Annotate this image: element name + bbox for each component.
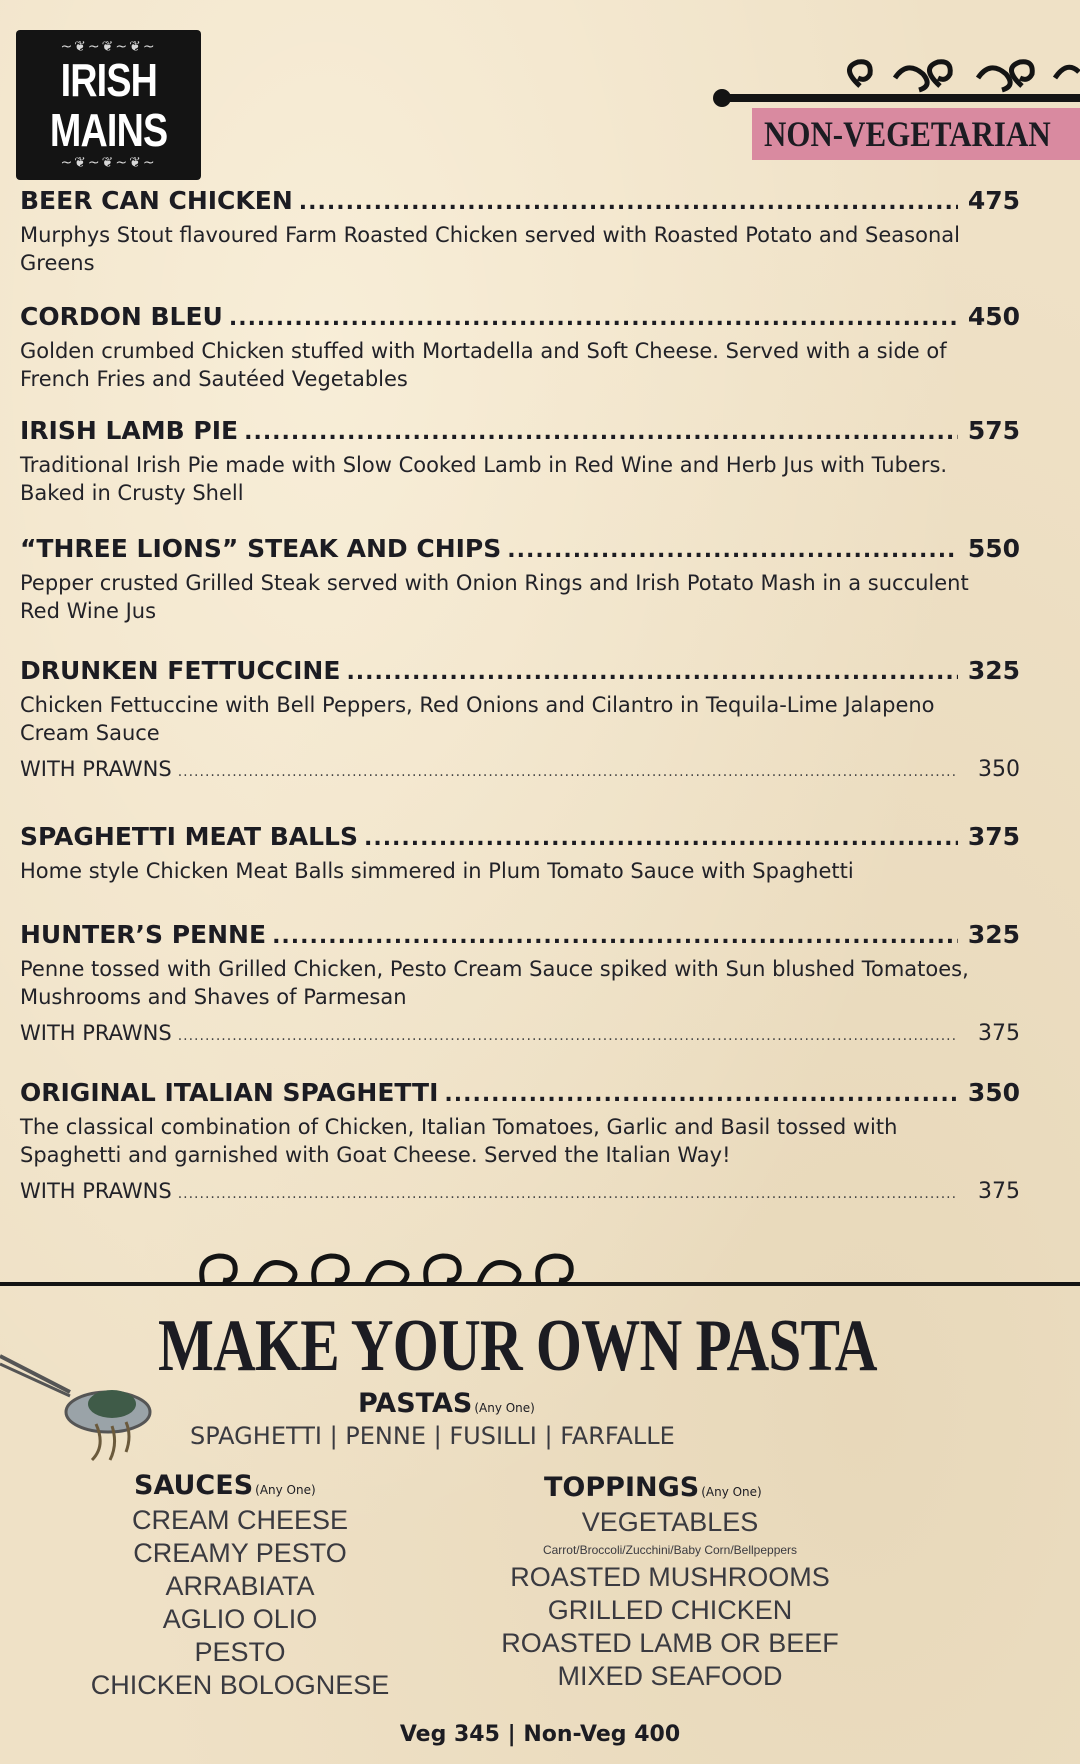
item-price: 375 xyxy=(967,822,1020,851)
menu-item xyxy=(20,416,1020,507)
title-line-1: IRISH xyxy=(60,54,157,106)
variant-price: 350 xyxy=(978,757,1020,782)
dot-leader xyxy=(178,1186,958,1202)
price-separator: | xyxy=(507,1722,516,1747)
menu-item xyxy=(20,920,1020,1046)
item-name: “THREE LIONS” STEAK AND CHIPS xyxy=(20,534,502,563)
item-description: Golden crumbed Chicken stuffed with Mortadella and Soft Cheese. Served with a side of French Fries and Sautéed Vegetables xyxy=(20,339,947,391)
item-description: The classical combination of Chicken, Italian Tomatoes, Garlic and Basil tossed with Spaghetti and garnished with Goat Cheese. Served the Italian Way! xyxy=(20,1115,898,1167)
item-name: HUNTER’S PENNE xyxy=(20,920,267,949)
sauce-option: AGLIO OLIO xyxy=(162,1604,318,1634)
dot-leader xyxy=(178,764,958,780)
section-divider xyxy=(0,1282,1080,1286)
variant-price: 375 xyxy=(978,1021,1020,1046)
item-price: 475 xyxy=(967,186,1020,215)
sauce-option: ARRABIATA xyxy=(165,1571,315,1601)
pastas-label: PASTAS xyxy=(358,1388,473,1419)
item-variant xyxy=(20,1179,1020,1204)
sauce-option: CREAMY PESTO xyxy=(133,1538,347,1568)
sauce-option: CHICKEN BOLOGNESE xyxy=(90,1670,390,1700)
variant-name: WITH PRAWNS xyxy=(20,1179,172,1203)
dot-leader xyxy=(178,1028,958,1044)
item-variant xyxy=(20,1021,1020,1046)
menu-item xyxy=(20,822,1020,885)
item-name: IRISH LAMB PIE xyxy=(20,416,239,445)
toppings-list xyxy=(460,1506,880,1693)
menu-item xyxy=(20,534,1020,625)
item-price: 350 xyxy=(967,1078,1020,1107)
item-price: 450 xyxy=(967,302,1020,331)
item-price: 325 xyxy=(967,920,1020,949)
topping-option: ROASTED LAMB OR BEEF xyxy=(501,1628,839,1658)
sauce-option: PESTO xyxy=(194,1637,286,1667)
sauces-heading xyxy=(134,1470,316,1501)
pasta-section-title: MAKE YOUR OWN PASTA xyxy=(158,1305,877,1387)
pasta-pricing xyxy=(0,1722,1080,1747)
veg-label: Veg xyxy=(399,1722,447,1747)
item-description: Penne tossed with Grilled Chicken, Pesto Cream Sauce spiked with Sun blushed Tomatoes, Mushrooms and Shaves of Parmesan xyxy=(20,957,969,1009)
menu-item xyxy=(20,656,1020,782)
item-price: 550 xyxy=(967,534,1020,563)
pasta-options: SPAGHETTI | PENNE | FUSILLI | FARFALLE xyxy=(190,1422,675,1450)
menu-item xyxy=(20,302,1020,393)
topping-option: MIXED SEAFOOD xyxy=(557,1661,783,1691)
item-name: CORDON BLEU xyxy=(20,302,223,331)
ornament-bottom: ~❦~❦~❦~ xyxy=(60,155,157,171)
veg-price: 345 xyxy=(454,1722,500,1747)
toppings-note: (Any One) xyxy=(701,1485,762,1499)
dot-leader xyxy=(444,1082,958,1107)
sauces-label: SAUCES xyxy=(134,1470,254,1501)
menu-item xyxy=(20,1078,1020,1204)
item-description: Chicken Fettuccine with Bell Peppers, Red Onions and Cilantro in Tequila-Lime Jalapeno Cream Sauce xyxy=(20,693,935,745)
item-description: Traditional Irish Pie made with Slow Cooked Lamb in Red Wine and Herb Jus with Tubers. Baked in Crusty Shell xyxy=(20,453,948,505)
item-name: BEER CAN CHICKEN xyxy=(20,186,293,215)
topping-option: VEGETABLES xyxy=(581,1507,759,1537)
dot-leader xyxy=(272,924,958,949)
nonveg-label: Non-Veg xyxy=(523,1722,627,1747)
pastas-note: (Any One) xyxy=(474,1401,535,1415)
dot-leader xyxy=(299,190,958,215)
category-label: NON-VEGETARIAN xyxy=(764,114,1051,154)
item-price: 325 xyxy=(967,656,1020,685)
dot-leader xyxy=(507,538,958,563)
banner-scroll-ornament xyxy=(710,56,1080,110)
title-line-2: MAINS xyxy=(49,104,168,156)
topping-option: GRILLED CHICKEN xyxy=(547,1595,793,1625)
vegetables-note: Carrot/Broccoli/Zucchini/Baby Corn/Bellpeppers xyxy=(542,1543,798,1557)
dot-leader xyxy=(229,306,958,331)
pastas-heading xyxy=(358,1388,535,1419)
menu-item xyxy=(20,186,1020,277)
ornament-top: ~❦~❦~❦~ xyxy=(60,39,157,55)
fork-pasta-icon xyxy=(0,1350,160,1470)
item-price: 575 xyxy=(967,416,1020,445)
item-description: Pepper crusted Grilled Steak served with Onion Rings and Irish Potato Mash in a succulent Red Wine Jus xyxy=(20,571,969,623)
nonveg-price: 400 xyxy=(634,1722,681,1747)
item-name: ORIGINAL ITALIAN SPAGHETTI xyxy=(20,1078,439,1107)
item-name: SPAGHETTI MEAT BALLS xyxy=(20,822,358,851)
item-description: Home style Chicken Meat Balls simmered in Plum Tomato Sauce with Spaghetti xyxy=(20,859,854,883)
sauces-list xyxy=(70,1504,410,1702)
variant-name: WITH PRAWNS xyxy=(20,757,172,781)
sauce-option: CREAM CHEESE xyxy=(131,1505,349,1535)
dot-leader xyxy=(244,420,958,445)
variant-price: 375 xyxy=(978,1179,1020,1204)
sauces-note: (Any One) xyxy=(255,1483,316,1497)
toppings-label: TOPPINGS xyxy=(544,1472,700,1503)
item-name: DRUNKEN FETTUCCINE xyxy=(20,656,341,685)
toppings-heading xyxy=(544,1472,762,1503)
topping-option: ROASTED MUSHROOMS xyxy=(510,1562,830,1592)
section-title-box xyxy=(16,30,201,180)
category-banner xyxy=(752,108,1080,160)
dot-leader xyxy=(364,826,958,851)
item-variant xyxy=(20,757,1020,782)
item-description: Murphys Stout flavoured Farm Roasted Chicken served with Roasted Potato and Seasonal Greens xyxy=(20,223,960,275)
dot-leader xyxy=(346,660,958,685)
variant-name: WITH PRAWNS xyxy=(20,1021,172,1045)
